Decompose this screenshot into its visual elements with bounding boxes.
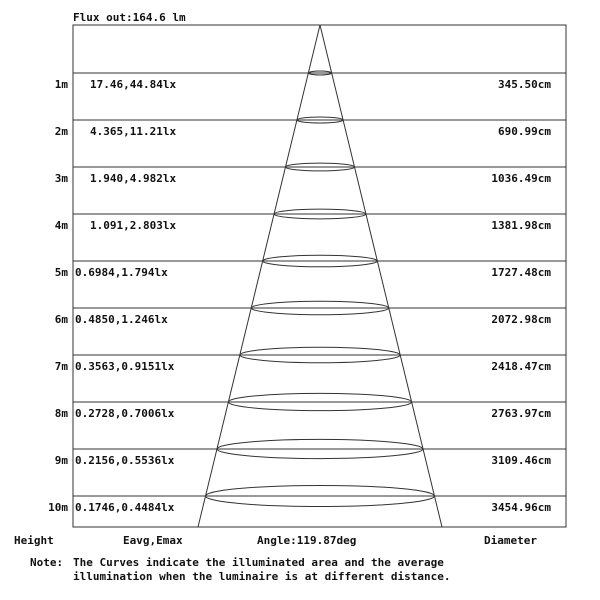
row-diameter: 345.50cm bbox=[498, 78, 551, 91]
row-height-label: 6m bbox=[54, 313, 68, 326]
row-illuminance: 0.2156,0.5536lx bbox=[75, 454, 175, 467]
eavg-emax-column-header: Eavg,Emax bbox=[123, 534, 183, 547]
row-height-label: 8m bbox=[54, 407, 68, 420]
row-illuminance: 0.4850,1.246lx bbox=[75, 313, 168, 326]
row-diameter: 2763.97cm bbox=[491, 407, 551, 420]
row-illuminance: 17.46,44.84lx bbox=[90, 78, 177, 91]
row-diameter: 1036.49cm bbox=[491, 172, 551, 185]
height-column-header: Height bbox=[14, 534, 54, 547]
row-diameter: 1381.98cm bbox=[491, 219, 551, 232]
beam-edge-right bbox=[320, 25, 442, 527]
row-height-label: 9m bbox=[54, 454, 68, 467]
beam-angle-label: Angle:119.87deg bbox=[257, 534, 357, 547]
row-illuminance: 1.940,4.982lx bbox=[90, 172, 177, 185]
row-height-label: 10m bbox=[48, 501, 68, 514]
row-diameter: 690.99cm bbox=[498, 125, 551, 138]
row-diameter: 1727.48cm bbox=[491, 266, 551, 279]
beam-cone bbox=[198, 25, 442, 527]
row-height-label: 3m bbox=[54, 172, 68, 185]
note-line-1: The Curves indicate the illuminated area and the average bbox=[73, 556, 444, 569]
row-diameter: 2418.47cm bbox=[491, 360, 551, 373]
row-diameter: 3454.96cm bbox=[491, 501, 551, 514]
row-diameter: 3109.46cm bbox=[491, 454, 551, 467]
row-height-label: 1m bbox=[54, 78, 68, 91]
row-diameter: 2072.98cm bbox=[491, 313, 551, 326]
row-illuminance: 0.3563,0.9151lx bbox=[75, 360, 175, 373]
note-line-2: illumination when the luminaire is at different distance. bbox=[73, 570, 451, 583]
row-height-label: 2m bbox=[54, 125, 68, 138]
beam-edge-left bbox=[198, 25, 320, 527]
row-height-label: 5m bbox=[54, 266, 68, 279]
row-illuminance: 4.365,11.21lx bbox=[90, 125, 177, 138]
row-illuminance: 0.1746,0.4484lx bbox=[75, 501, 175, 514]
row-illuminance: 0.2728,0.7006lx bbox=[75, 407, 175, 420]
row-height-label: 7m bbox=[54, 360, 68, 373]
row-illuminance: 1.091,2.803lx bbox=[90, 219, 177, 232]
row-height-label: 4m bbox=[54, 219, 68, 232]
row-illuminance: 0.6984,1.794lx bbox=[75, 266, 168, 279]
diameter-column-header: Diameter bbox=[484, 534, 537, 547]
flux-label: Flux out:164.6 lm bbox=[73, 11, 186, 24]
note-label: Note: bbox=[30, 556, 64, 569]
